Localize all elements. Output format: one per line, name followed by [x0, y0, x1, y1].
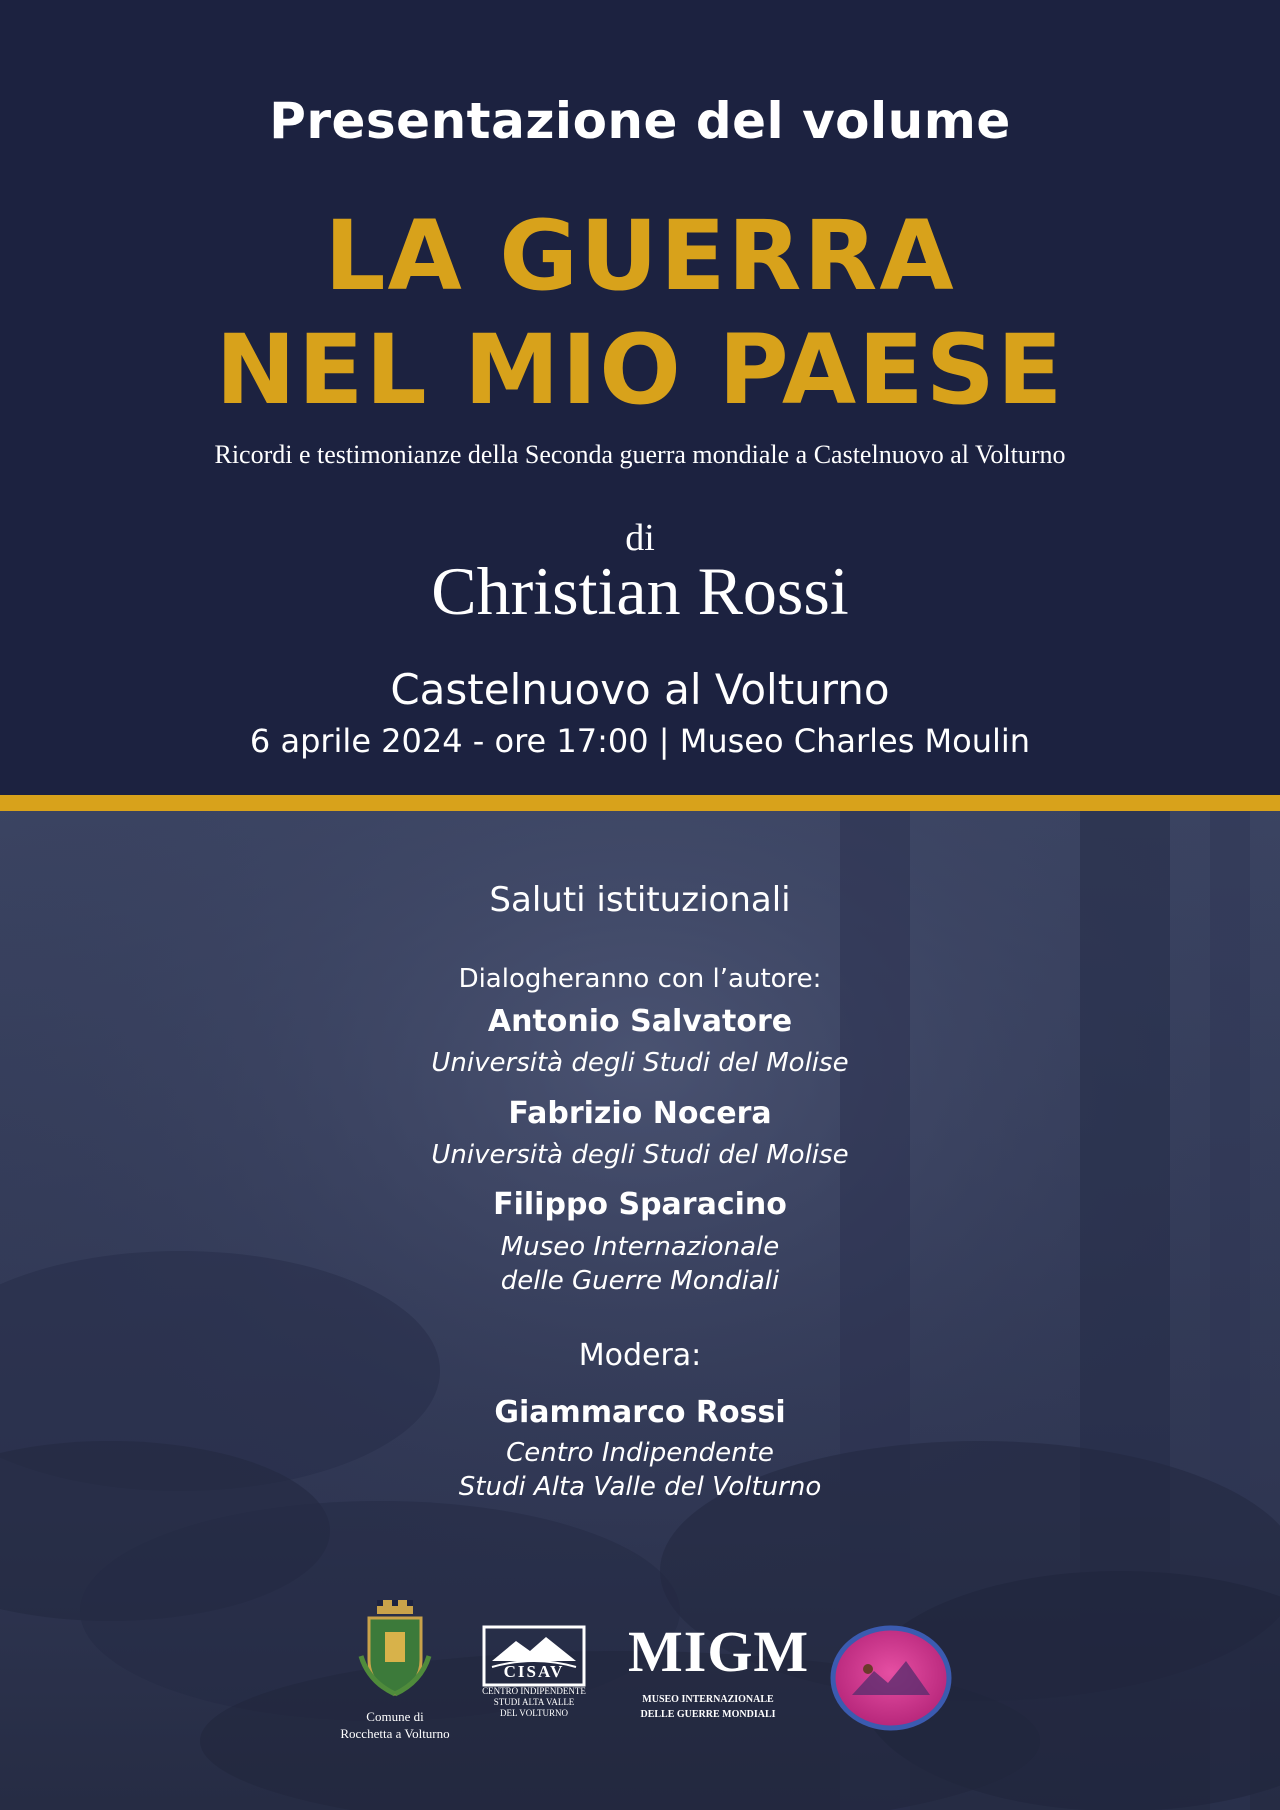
title-line-1: LA GUERRA: [324, 200, 956, 312]
moderator-affiliation: Centro Indipendente: [506, 1438, 774, 1468]
greetings-label: Saluti istituzionali: [489, 880, 791, 920]
coat-of-arms-icon: [355, 1598, 435, 1698]
migm-logo: MIGM: [628, 1619, 810, 1684]
cisav-sub-line: STUDI ALTA VALLE: [493, 1697, 575, 1707]
cisav-sub-line: DEL VOLTURNO: [500, 1708, 568, 1718]
migm-sub: [620, 1692, 796, 1722]
kicker: Presentazione del volume: [269, 92, 1011, 150]
header-panel: [0, 0, 1280, 795]
speaker-affiliation: Università degli Studi del Molise: [431, 1048, 849, 1078]
speaker-name: Filippo Sparacino: [493, 1187, 787, 1222]
moderator-label: Modera:: [578, 1338, 702, 1373]
subtitle: Ricordi e testimonianze della Seconda guerra mondiale a Castelnuovo al Volturno: [214, 440, 1066, 469]
comune-label-line: Rocchetta a Volturno: [340, 1726, 450, 1741]
speaker-affiliation: Università degli Studi del Molise: [431, 1140, 849, 1170]
gold-divider: [0, 795, 1280, 811]
moderator-affiliation: Studi Alta Valle del Volturno: [458, 1472, 822, 1502]
cisav-label: CISAV: [503, 1662, 565, 1681]
event-datetime: 6 aprile 2024 - ore 17:00 | Museo Charles Moulin: [249, 722, 1031, 760]
cisav-sub-line: CENTRO INDIPENDENTE: [482, 1686, 586, 1696]
event-place: Castelnuovo al Volturno: [390, 665, 890, 714]
speaker-name: Antonio Salvatore: [487, 1004, 793, 1039]
speaker-affiliation: Museo Internazionale: [500, 1232, 780, 1262]
moderator-name: Giammarco Rossi: [494, 1395, 786, 1430]
round-badge-icon: [830, 1625, 952, 1731]
speaker-name: Fabrizio Nocera: [508, 1096, 772, 1131]
speaker-affiliation: delle Guerre Mondiali: [500, 1266, 780, 1296]
author-name: Christian Rossi: [431, 553, 849, 629]
cisav-sub: [478, 1686, 590, 1719]
by-label: di: [625, 517, 655, 559]
comune-label: [320, 1708, 470, 1742]
comune-label-line: Comune di: [366, 1709, 424, 1724]
migm-sub-line: DELLE GUERRE MONDIALI: [640, 1709, 776, 1720]
title-line-2: NEL MIO PAESE: [215, 314, 1065, 426]
dialog-intro: Dialogheranno con l’autore:: [458, 964, 822, 994]
migm-sub-line: MUSEO INTERNAZIONALE: [642, 1694, 774, 1705]
